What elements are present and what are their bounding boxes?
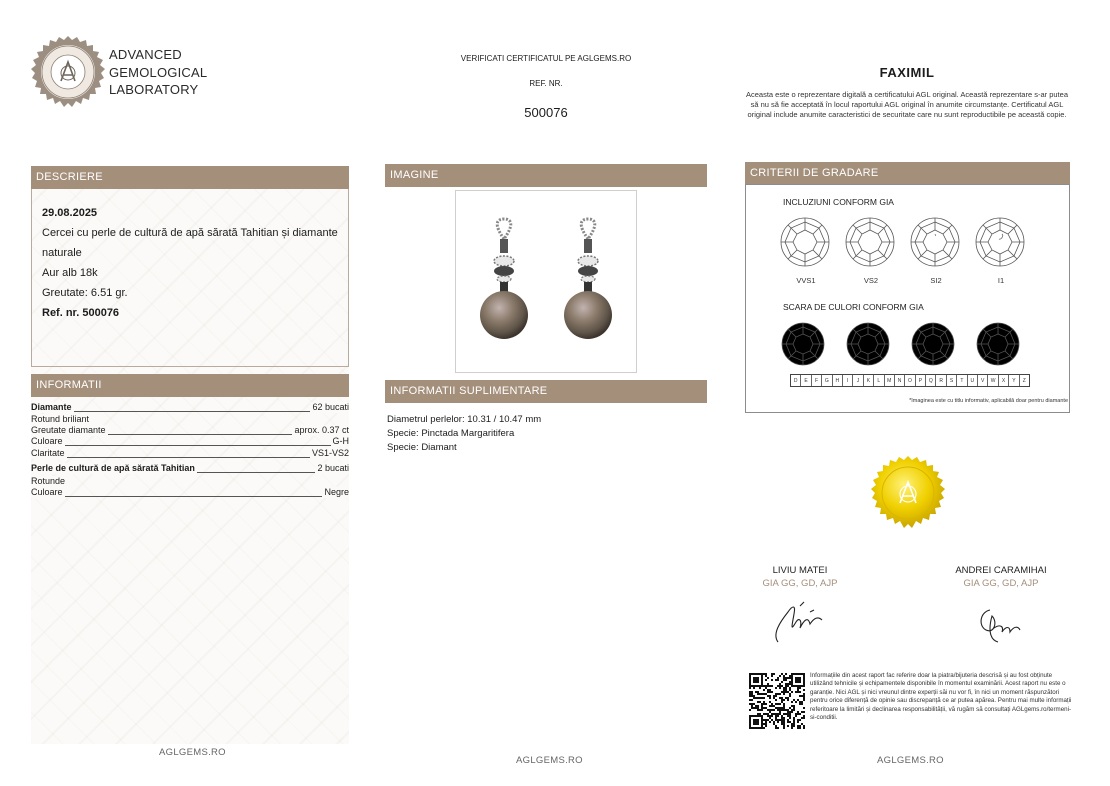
item-ref: Ref. nr. 500076	[42, 307, 120, 319]
signature-1	[770, 598, 834, 646]
info-label: Culoare	[31, 487, 63, 497]
signatory-1-credentials: GIA GG, GD, AJP	[762, 578, 838, 589]
informatii-header: INFORMATII	[31, 374, 349, 397]
suplimentare-header: INFORMATII SUPLIMENTARE	[385, 380, 707, 403]
earrings-illustration	[456, 191, 636, 372]
scale-letter: M	[885, 375, 895, 386]
scale-letter: E	[801, 375, 811, 386]
info-value: 62 bucati	[312, 402, 349, 412]
left-earring	[480, 219, 528, 339]
product-image	[455, 190, 637, 373]
item-description-line-2: naturale	[42, 247, 82, 259]
scale-letter: R	[936, 375, 946, 386]
scale-letter: J	[853, 375, 863, 386]
info-label: Perle de cultură de apă sărată Tahitian	[31, 463, 195, 473]
color-diagrams	[781, 320, 1041, 370]
certificate-date: 29.08.2025	[42, 207, 98, 219]
scale-letter: L	[874, 375, 884, 386]
scale-letter: U	[968, 375, 978, 386]
descriere-header: DESCRIERE	[31, 166, 349, 189]
species-pearl: Specie: Pinctada Margaritifera	[387, 428, 515, 439]
color-grade-diagram	[912, 323, 954, 365]
ref-label: REF. NR.	[529, 79, 563, 88]
footer-website-center: AGLGEMS.RO	[516, 755, 583, 766]
right-earring	[564, 219, 612, 339]
scale-letter: O	[905, 375, 915, 386]
info-value: G-H	[332, 436, 349, 446]
faximil-title: FAXIMIL	[879, 65, 935, 80]
item-description-line-1: Cercei cu perle de cultură de apă sărată Tahitian și diamante	[42, 227, 338, 239]
info-row	[31, 414, 349, 425]
scale-letter: G	[822, 375, 832, 386]
color-grade-diagram	[847, 323, 889, 365]
info-label: Rotunde	[31, 476, 66, 486]
signature-2	[981, 610, 1020, 642]
scale-letter: S	[947, 375, 957, 386]
scale-letter: Y	[1009, 375, 1019, 386]
scale-letter: X	[999, 375, 1009, 386]
info-row	[31, 425, 349, 436]
info-label: Diamante	[31, 402, 72, 412]
item-metal: Aur alb 18k	[42, 267, 98, 279]
lab-name	[109, 46, 207, 99]
scale-letter: T	[957, 375, 967, 386]
info-row	[31, 436, 349, 447]
verify-text: VERIFICATI CERTIFICATUL PE AGLGEMS.RO	[460, 54, 632, 63]
signatory-2-name: ANDREI CARAMIHAI	[955, 565, 1047, 576]
footer-website-right: AGLGEMS.RO	[877, 755, 944, 766]
scale-letter: F	[812, 375, 822, 386]
info-value: VS1-VS2	[311, 448, 349, 458]
info-value: 2 bucati	[317, 463, 349, 473]
clarity-label-vs2: VS2	[863, 276, 879, 285]
scale-letter: K	[864, 375, 874, 386]
gold-authenticity-seal	[870, 455, 946, 531]
info-label: Greutate diamante	[31, 425, 106, 435]
scale-letter: Z	[1022, 378, 1026, 384]
criterii-header: CRITERII DE GRADARE	[745, 162, 1070, 185]
item-weight: Greutate: 6.51 gr.	[42, 287, 128, 299]
pearl-diameter: Diametrul perlelor: 10.31 / 10.47 mm	[387, 414, 542, 425]
scale-letter: Q	[926, 375, 936, 386]
info-value: Negre	[324, 487, 349, 497]
info-row	[31, 487, 349, 498]
faximil-text: Aceasta este o reprezentare digitală a certificatului AGL original. Această reprezentare s-ar putea să nu să fie acceptată în locul raportului AGL original în anumite circumstanțe. Certificatul AGL original include anumite caracteristici de securitate care nu sunt reproductibile pe această copie.	[746, 90, 1068, 119]
scale-letter: I	[843, 375, 853, 386]
scale-letter: P	[916, 375, 926, 386]
descriere-box	[31, 189, 349, 367]
lab-name-line-2: GEMOLOGICAL	[109, 64, 208, 80]
info-row	[31, 476, 349, 487]
legal-disclaimer: Informațiile din acest raport fac referire doar la piatra/bijuteria descrisă și au fost obținute utilizând tehnicile și echipamentele disponibile în momentul examinării. Acest raport nu este o garanție. Nici AGL și nici vreunul dintre experții săi nu vor fi, în nici un moment răspunzători pentru orice diferență de opinie sau discrepanță ce ar putea apărea. Pentru mai multe informații referitoare la limitări și declinarea responsabilității, vă rugăm să consultați AGLgems.ro/termeni-si-conditii.	[810, 672, 1072, 722]
signatory-1-name: LIVIU MATEI	[772, 565, 828, 576]
imagine-header: IMAGINE	[385, 164, 707, 187]
info-row	[31, 463, 349, 474]
clarity-label-vvs1: VVS1	[796, 276, 816, 285]
lab-name-line-3: LABORATORY	[109, 82, 199, 97]
info-label: Culoare	[31, 436, 63, 446]
inclusions-title: INCLUZIUNI CONFORM GIA	[783, 197, 894, 207]
qr-code[interactable]	[749, 673, 805, 729]
lab-name-line-1: ADVANCED	[109, 47, 182, 62]
clarity-label-si2: SI2	[930, 276, 942, 285]
scale-letter: D	[791, 375, 801, 386]
color-scale-title: SCARA DE CULORI CONFORM GIA	[783, 302, 924, 312]
scale-letter: W	[988, 375, 998, 386]
grading-footnote: *Imaginea este cu titlu informativ, aplicabilă doar pentru diamante	[909, 398, 1068, 404]
clarity-diagrams	[780, 214, 1040, 274]
info-row	[31, 448, 349, 459]
ref-number: 500076	[524, 105, 568, 120]
species-diamond: Specie: Diamant	[387, 442, 457, 453]
scale-letter: V	[978, 375, 988, 386]
agl-seal-logo	[31, 35, 105, 109]
clarity-label-i1: I1	[997, 276, 1005, 285]
scale-letter: H	[833, 375, 843, 386]
color-grade-scale	[790, 374, 1030, 387]
info-label: Claritate	[31, 448, 65, 458]
info-value: aprox. 0.37 ct	[294, 425, 349, 435]
info-row	[31, 402, 349, 413]
info-label: Rotund briliant	[31, 414, 90, 424]
color-grade-diagram	[977, 323, 1019, 365]
footer-website-left: AGLGEMS.RO	[159, 747, 226, 758]
scale-letter: N	[895, 375, 905, 386]
signatory-2-credentials: GIA GG, GD, AJP	[963, 578, 1039, 589]
color-grade-diagram	[782, 323, 824, 365]
